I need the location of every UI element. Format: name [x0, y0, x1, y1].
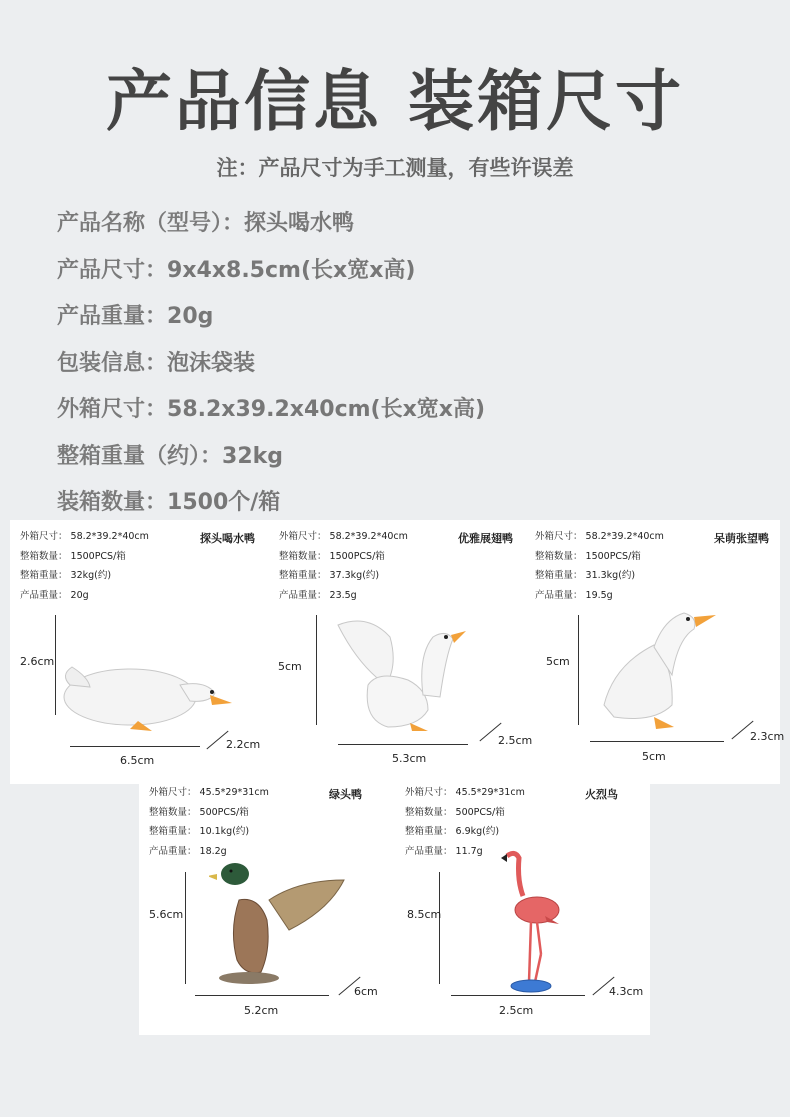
spec-quantity: 整箱数量： 500PCS/箱 — [405, 806, 505, 818]
spec-weight: 产品重量： 20g — [20, 589, 89, 601]
spec-box-size: 外箱尺寸： 58.2*39.2*40cm — [279, 531, 408, 542]
wing-duck-figure — [328, 615, 468, 735]
spec-quantity: 整箱数量： 1500PCS/箱 — [279, 550, 385, 562]
info-value: 32kg — [222, 443, 284, 469]
info-value: 58.2x39.2x40cm(长x宽x高) — [167, 397, 486, 422]
height-label: 8.5cm — [407, 908, 442, 921]
info-key: 装箱数量： — [57, 490, 168, 515]
height-label: 5cm — [278, 660, 302, 673]
info-key: 包装信息： — [57, 350, 168, 376]
spec-weight: 产品重量： 23.5g — [279, 589, 357, 601]
product-name: 火烈鸟 — [585, 788, 618, 801]
product-card-bottom — [139, 780, 650, 1035]
info-row-size — [57, 253, 485, 300]
spec-box-size: 外箱尺寸： 45.5*29*31cm — [405, 787, 525, 798]
height-label: 5cm — [546, 655, 570, 668]
spec-quantity: 整箱数量： 500PCS/箱 — [149, 806, 249, 818]
length-label: 6.5cm — [120, 754, 155, 767]
info-key: 外箱尺寸： — [57, 397, 168, 422]
info-value: 9x4x8.5cm(长x宽x高) — [167, 257, 416, 283]
info-key: 整箱重量（约）： — [57, 443, 223, 469]
product-name: 优雅展翅鸭 — [458, 532, 513, 545]
length-line — [338, 744, 468, 745]
spec-box-weight: 整箱重量： 37.3kg(约) — [279, 570, 380, 581]
length-line — [195, 995, 329, 996]
product-panel-looking-duck — [524, 520, 785, 784]
length-line — [70, 746, 200, 747]
spec-weight: 产品重量： 19.5g — [535, 589, 613, 601]
height-label: 5.6cm — [149, 908, 184, 921]
width-label: 2.5cm — [498, 734, 533, 747]
length-line — [590, 741, 724, 742]
info-value: 泡沫袋装 — [167, 350, 256, 376]
width-label: 2.3cm — [750, 730, 785, 743]
info-row-box-size — [57, 392, 485, 439]
product-panel-mallard — [139, 780, 395, 1035]
info-key: 产品重量： — [57, 304, 168, 329]
info-row-weight — [57, 299, 485, 346]
info-value: 20g — [167, 304, 214, 329]
spec-weight: 产品重量： 11.7g — [405, 845, 483, 857]
measurement-note: 注：产品尺寸为手工测量，有些许误差 — [216, 156, 574, 180]
page-title: 产品信息 装箱尺寸 — [106, 63, 684, 140]
looking-duck-figure — [594, 605, 724, 735]
product-name: 绿头鸭 — [329, 788, 362, 801]
height-line — [439, 872, 440, 984]
height-line — [185, 872, 186, 984]
info-value: 探头喝水鸭 — [244, 211, 355, 236]
spec-box-weight: 整箱重量： 31.3kg(约) — [535, 570, 636, 581]
height-label: 2.6cm — [20, 655, 55, 668]
spec-weight: 产品重量： 18.2g — [149, 845, 227, 857]
info-key: 产品尺寸： — [57, 257, 168, 283]
spec-quantity: 整箱数量： 1500PCS/箱 — [535, 550, 641, 562]
info-key: 产品名称（型号）： — [57, 211, 245, 236]
product-specs — [149, 783, 269, 861]
product-info-list — [57, 206, 485, 532]
height-line — [55, 615, 56, 715]
product-card-top — [10, 520, 785, 784]
product-panel-wing-duck — [268, 520, 533, 784]
info-row-name — [57, 206, 485, 253]
product-specs — [535, 527, 664, 605]
product-panel-drinking-duck — [10, 520, 268, 784]
product-name: 探头喝水鸭 — [200, 532, 255, 545]
width-label: 4.3cm — [609, 985, 644, 998]
spec-box-size: 外箱尺寸： 58.2*39.2*40cm — [535, 531, 664, 542]
spec-box-size: 外箱尺寸： 58.2*39.2*40cm — [20, 531, 149, 542]
height-line — [316, 615, 317, 725]
length-line — [451, 995, 585, 996]
spec-box-weight: 整箱重量： 6.9kg(约) — [405, 826, 500, 837]
product-specs — [20, 527, 149, 605]
width-label: 2.2cm — [226, 738, 261, 751]
spec-box-size: 外箱尺寸： 45.5*29*31cm — [149, 787, 269, 798]
product-name: 呆萌张望鸭 — [714, 532, 769, 545]
info-row-box-weight — [57, 439, 485, 486]
length-label: 2.5cm — [499, 1004, 534, 1017]
drinking-duck-figure — [60, 655, 240, 735]
product-panel-flamingo — [395, 780, 650, 1035]
product-specs — [279, 527, 408, 605]
length-label: 5.2cm — [244, 1004, 279, 1017]
length-label: 5.3cm — [392, 752, 427, 765]
info-row-packaging — [57, 346, 485, 393]
spec-box-weight: 整箱重量： 10.1kg(约) — [149, 826, 250, 837]
length-label: 5cm — [642, 750, 666, 763]
width-label: 6cm — [354, 985, 378, 998]
flamingo-figure — [495, 850, 575, 995]
mallard-figure — [209, 860, 349, 985]
info-value: 1500个/箱 — [167, 490, 281, 515]
height-line — [578, 615, 579, 725]
spec-box-weight: 整箱重量： 32kg(约) — [20, 570, 112, 581]
spec-quantity: 整箱数量： 1500PCS/箱 — [20, 550, 126, 562]
